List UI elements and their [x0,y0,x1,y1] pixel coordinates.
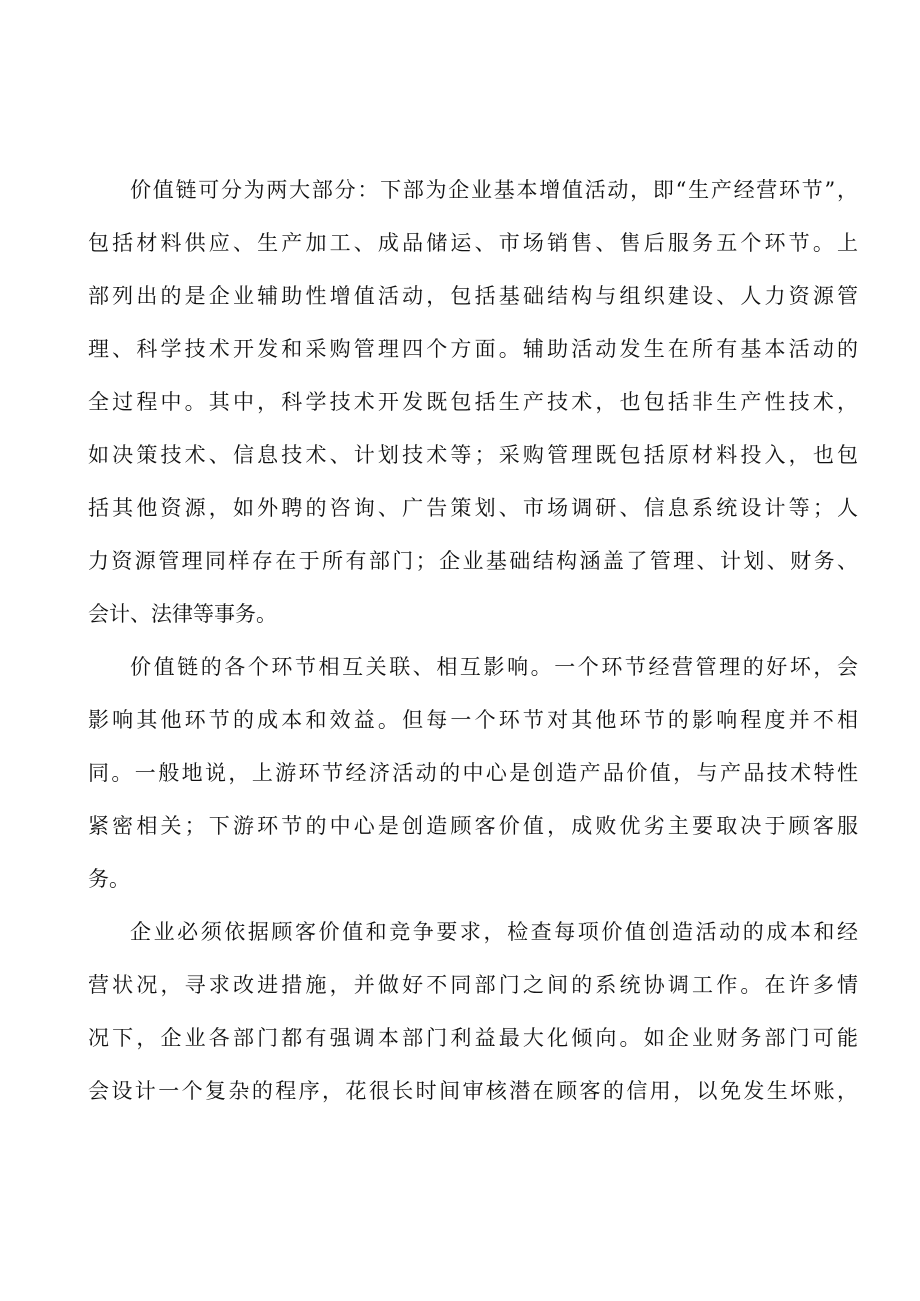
text-line: 况下，企业各部门都有强调本部门利益最大化倾向。如企业财务部门可能 [88,1026,858,1050]
text-line: 括其他资源，如外聘的咨询、广告策划、市场调研、信息系统设计等；人 [88,496,858,520]
text-line: 力资源管理同样存在于所有部门；企业基础结构涵盖了管理、计划、财务、 [88,549,858,573]
text-line: 会设计一个复杂的程序，花很长时间审核潜在顾客的信用，以免发生坏账， [88,1079,858,1103]
text-line: 全过程中。其中，科学技术开发既包括生产技术，也包括非生产性技术， [88,390,858,414]
text-line: 企业必须依据顾客价值和竞争要求，检查每项价值创造活动的成本和经 [130,920,858,944]
text-line: 部列出的是企业辅助性增值活动，包括基础结构与组织建设、人力资源管 [88,284,858,308]
text-line: 紧密相关；下游环节的中心是创造顾客价值，成败优劣主要取决于顾客服 [88,814,858,838]
paragraph-value-chain-linkage [88,645,858,910]
text-line: 会计、法律等事务。 [88,602,277,626]
paragraph-value-chain-structure [88,168,858,645]
text-line: 同。一般地说，上游环节经济活动的中心是创造产品价值，与产品技术特性 [88,761,858,785]
text-line: 理、科学技术开发和采购管理四个方面。辅助活动发生在所有基本活动的 [88,337,858,361]
text-line: 务。 [88,867,130,891]
text-line: 价值链的各个环节相互关联、相互影响。一个环节经营管理的好坏，会 [130,655,858,679]
paragraph-value-chain-coordination [88,910,858,1122]
text-line: 包括材料供应、生产加工、成品储运、市场销售、售后服务五个环节。上 [88,231,858,255]
document-body [88,168,858,1122]
text-line: 影响其他环节的成本和效益。但每一个环节对其他环节的影响程度并不相 [88,708,858,732]
text-line: 如决策技术、信息技术、计划技术等；采购管理既包括原材料投入，也包 [88,443,858,467]
text-line: 价值链可分为两大部分：下部为企业基本增值活动，即“生产经营环节”， [130,178,858,202]
text-line: 营状况，寻求改进措施，并做好不同部门之间的系统协调工作。在许多情 [88,973,858,997]
